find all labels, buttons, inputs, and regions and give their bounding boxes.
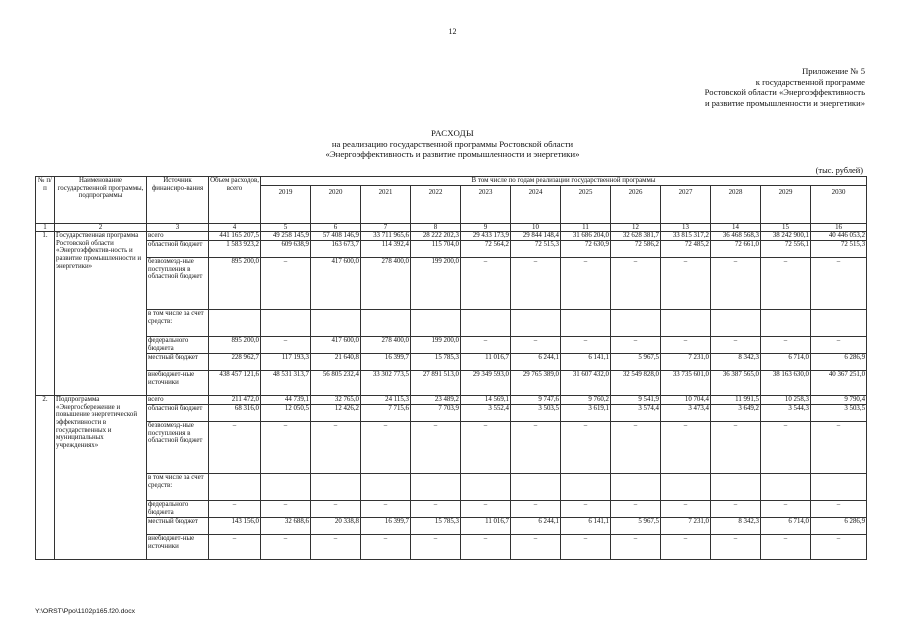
table-row [36,535,867,560]
year-value: 7 715,6 [361,405,411,422]
column-number-row [36,223,867,232]
year-value: 3 619,1 [561,405,611,422]
appendix-line: и развитие промышленности и энергетики» [704,97,865,108]
document-title [0,128,905,160]
year-value: 33 735 601,0 [661,371,711,396]
year-value: – [561,501,611,518]
year-value: 8 342,3 [711,354,761,371]
year-value: – [411,535,461,560]
column-number: 8 [411,223,461,232]
year-value [511,474,561,501]
year-value: – [761,501,811,518]
column-number: 11 [561,223,611,232]
year-value: 16 399,7 [361,354,411,371]
year-value: 29 844 148,4 [511,232,561,241]
total-value [209,310,261,337]
year-value: – [711,501,761,518]
header-year: 2023 [461,185,511,223]
year-value: 114 392,4 [361,241,411,258]
year-value: 72 515,3 [511,241,561,258]
year-value [311,310,361,337]
year-value: 32 765,0 [311,396,361,405]
expenses-table [35,176,867,560]
column-number: 14 [711,223,761,232]
year-value: 11 016,7 [461,354,511,371]
year-value: 32 628 381,7 [611,232,661,241]
year-value: 9 790,4 [811,396,867,405]
year-value: 8 342,3 [711,518,761,535]
year-value: 33 302 773,5 [361,371,411,396]
year-value: 3 649,2 [711,405,761,422]
year-value: – [811,337,867,354]
table-row [36,422,867,474]
year-value: – [261,501,311,518]
year-value: – [611,422,661,474]
footer-path: Y:\ORST\Ppo\1102p165.f20.docx [35,608,136,615]
year-value: – [311,501,361,518]
year-value [761,310,811,337]
year-value: 72 630,9 [561,241,611,258]
year-value: – [511,501,561,518]
year-value: 31 607 432,0 [561,371,611,396]
year-value: – [661,337,711,354]
header-num: № п/п [36,177,55,224]
column-number: 6 [311,223,361,232]
column-number: 9 [461,223,511,232]
row-number: 1. [36,232,55,396]
total-value: 143 156,0 [209,518,261,535]
year-value: 5 967,5 [611,518,661,535]
total-value: 211 472,0 [209,396,261,405]
year-value: 9 747,6 [511,396,561,405]
year-value: 32 688,6 [261,518,311,535]
year-value: – [511,337,561,354]
total-value: 441 165 207,5 [209,232,261,241]
table-row [36,474,867,501]
year-value: 20 338,8 [311,518,361,535]
year-value: 29 433 173,9 [461,232,511,241]
table-row [36,241,867,258]
header-source: Источник финансиро-вания [147,177,209,224]
year-value [611,474,661,501]
year-value: 12 050,5 [261,405,311,422]
year-value: – [711,258,761,310]
year-value: 29 765 389,0 [511,371,561,396]
year-value: – [561,258,611,310]
year-value [461,474,511,501]
column-number: 5 [261,223,311,232]
header-years-caption: В том числе по годам реализации государственной программы [261,177,867,186]
year-value: 14 569,1 [461,396,511,405]
year-value: 40 446 053,2 [811,232,867,241]
total-value: 895 200,0 [209,258,261,310]
table-row [36,354,867,371]
table-row [36,405,867,422]
year-value: – [311,422,361,474]
year-value: – [661,258,711,310]
program-name: Подпрограмма «Энергосбережение и повышение энергетической эффективности в государственных и муниципальных учреждениях» [55,396,147,560]
year-value: 278 400,0 [361,337,411,354]
year-value: 9 541,9 [611,396,661,405]
appendix-block [605,66,865,108]
year-value: – [761,422,811,474]
year-value: – [361,501,411,518]
year-value: 163 673,7 [311,241,361,258]
year-value: – [511,258,561,310]
year-value: 7 703,9 [411,405,461,422]
year-value: – [661,422,711,474]
table-row [36,518,867,535]
funding-source: федерального бюджета [147,337,209,354]
table-row [36,232,867,241]
header-year: 2027 [661,185,711,223]
year-value: 12 426,2 [311,405,361,422]
year-value [561,310,611,337]
appendix-line: Приложение № 5 [802,66,865,76]
year-value: 609 638,9 [261,241,311,258]
year-value: – [611,501,661,518]
year-value: – [561,535,611,560]
total-value: 68 316,0 [209,405,261,422]
header-year: 2021 [361,185,411,223]
funding-source: всего [147,396,209,405]
program-name: Государственная программа Ростовской области «Энергоэффектив-ность и развитие промышленности и энергетики» [55,232,147,396]
year-value: – [761,535,811,560]
column-number: 12 [611,223,661,232]
year-value: 6 286,9 [811,354,867,371]
year-value: – [761,258,811,310]
year-value: – [811,422,867,474]
funding-source: в том числе за счет средств: [147,310,209,337]
year-value: 11 016,7 [461,518,511,535]
year-value [311,474,361,501]
year-value [661,310,711,337]
year-value [411,474,461,501]
year-value: 6 714,0 [761,354,811,371]
year-value: – [411,501,461,518]
year-value: – [511,535,561,560]
table-row [36,310,867,337]
units-label: (тыс. рублей) [815,166,863,175]
year-value: – [361,422,411,474]
header-year: 2024 [511,185,561,223]
year-value: 38 163 630,0 [761,371,811,396]
funding-source: внебюджет-ные источники [147,535,209,560]
year-value: – [561,337,611,354]
year-value: 38 242 900,1 [761,232,811,241]
year-value: – [511,422,561,474]
year-value: 28 222 202,3 [411,232,461,241]
year-value: 24 115,3 [361,396,411,405]
year-value: – [561,422,611,474]
year-value: 49 258 145,9 [261,232,311,241]
year-value: – [411,422,461,474]
header-year: 2020 [311,185,361,223]
year-value: 6 286,9 [811,518,867,535]
year-value: 57 408 146,9 [311,232,361,241]
year-value: 6 714,0 [761,518,811,535]
column-number: 13 [661,223,711,232]
year-value: 3 574,4 [611,405,661,422]
header-year: 2030 [811,185,867,223]
header-total: Объем расходов, всего [209,177,261,224]
year-value: – [611,535,661,560]
year-value: 36 387 565,0 [711,371,761,396]
year-value: 72 556,1 [761,241,811,258]
total-value [209,474,261,501]
year-value [411,310,461,337]
row-number: 2. [36,396,55,560]
year-value: 44 739,1 [261,396,311,405]
total-value: – [209,501,261,518]
year-value: – [261,258,311,310]
total-value: – [209,535,261,560]
total-value: – [209,422,261,474]
year-value: 3 503,5 [811,405,867,422]
year-value: 31 686 204,0 [561,232,611,241]
year-value: 6 244,1 [511,354,561,371]
total-value: 438 457 121,6 [209,371,261,396]
header-year: 2019 [261,185,311,223]
year-value: – [311,535,361,560]
funding-source: областной бюджет [147,241,209,258]
year-value: – [461,422,511,474]
header-year: 2028 [711,185,761,223]
column-number: 10 [511,223,561,232]
funding-source: безвозмезд-ные поступления в областной бюджет [147,422,209,474]
year-value: – [811,258,867,310]
funding-source: местный бюджет [147,354,209,371]
column-number: 2 [55,223,147,232]
year-value [561,474,611,501]
year-value: 3 473,4 [661,405,711,422]
year-value: 117 193,3 [261,354,311,371]
column-number: 7 [361,223,411,232]
funding-source: всего [147,232,209,241]
year-value: 278 400,0 [361,258,411,310]
year-value: 115 704,0 [411,241,461,258]
year-value: – [261,337,311,354]
funding-source: безвозмезд-ные поступления в областной бюджет [147,258,209,310]
year-value: 29 349 593,0 [461,371,511,396]
year-value [261,474,311,501]
year-value: – [461,258,511,310]
year-value: – [611,258,661,310]
year-value: – [711,535,761,560]
appendix-line: Ростовской области «Энергоэффективность [704,87,865,98]
title-line: РАСХОДЫ [431,128,474,138]
year-value [611,310,661,337]
column-number: 15 [761,223,811,232]
year-value: 32 549 828,0 [611,371,661,396]
header-year: 2022 [411,185,461,223]
year-value: 417 600,0 [311,258,361,310]
year-value: – [461,535,511,560]
table-row [36,396,867,405]
year-value: 3 552,4 [461,405,511,422]
year-value: – [811,535,867,560]
table-row [36,258,867,310]
year-value: 33 711 965,6 [361,232,411,241]
column-number: 1 [36,223,55,232]
column-number: 3 [147,223,209,232]
year-value: 3 503,5 [511,405,561,422]
funding-source: местный бюджет [147,518,209,535]
funding-source: в том числе за счет средств: [147,474,209,501]
year-value: 10 704,4 [661,396,711,405]
year-value [711,310,761,337]
year-value: 23 489,2 [411,396,461,405]
year-value [461,310,511,337]
year-value: 11 991,5 [711,396,761,405]
table-body [36,232,867,560]
year-value: – [661,535,711,560]
column-number: 4 [209,223,261,232]
appendix-line: к государственной программе [755,76,865,87]
year-value: 72 661,0 [711,241,761,258]
total-value: 1 583 923,2 [209,241,261,258]
year-value: 56 805 232,4 [311,371,361,396]
year-value: – [711,422,761,474]
year-value [661,474,711,501]
year-value: 7 231,0 [661,354,711,371]
year-value: – [461,337,511,354]
table-row [36,501,867,518]
total-value: 228 962,7 [209,354,261,371]
year-value: 199 200,0 [411,258,461,310]
header-name: Наименование государственной программы, подпрограммы [55,177,147,224]
title-line: на реализацию государственной программы Ростовской области [331,138,574,149]
year-value [811,310,867,337]
year-value [361,474,411,501]
table-row [36,337,867,354]
year-value: 72 586,2 [611,241,661,258]
year-value: – [661,501,711,518]
year-value: 6 244,1 [511,518,561,535]
year-value: – [461,501,511,518]
column-number: 16 [811,223,867,232]
year-value: 417 600,0 [311,337,361,354]
year-value: – [261,535,311,560]
year-value [811,474,867,501]
funding-source: федерального бюджета [147,501,209,518]
year-value: 27 891 513,0 [411,371,461,396]
year-value [261,310,311,337]
year-value: 199 200,0 [411,337,461,354]
year-value: 15 785,3 [411,518,461,535]
year-value: 6 141,1 [561,354,611,371]
year-value: 33 815 317,2 [661,232,711,241]
year-value: – [611,337,661,354]
year-value: 7 231,0 [661,518,711,535]
year-value: – [261,422,311,474]
page-number: 12 [448,27,457,36]
table-row [36,371,867,396]
header-year: 2029 [761,185,811,223]
year-value: 15 785,3 [411,354,461,371]
year-value: 36 468 568,3 [711,232,761,241]
header-year: 2025 [561,185,611,223]
year-value: 10 258,3 [761,396,811,405]
funding-source: областной бюджет [147,405,209,422]
header-year: 2026 [611,185,661,223]
year-value: – [811,501,867,518]
year-value [361,310,411,337]
total-value: 895 200,0 [209,337,261,354]
year-value: 72 564,2 [461,241,511,258]
year-value: – [761,337,811,354]
year-value: – [361,535,411,560]
year-value: 6 141,1 [561,518,611,535]
year-value: 40 367 251,0 [811,371,867,396]
year-value: 72 515,3 [811,241,867,258]
year-value: 9 760,2 [561,396,611,405]
year-value [761,474,811,501]
year-value: 21 640,8 [311,354,361,371]
year-value: 5 967,5 [611,354,661,371]
year-value: 3 544,3 [761,405,811,422]
title-line: «Энергоэффективность и развитие промышленности и энергетики» [325,149,580,159]
year-value [511,310,561,337]
year-value: 48 531 313,7 [261,371,311,396]
year-value [711,474,761,501]
year-value: 72 485,2 [661,241,711,258]
year-value: 16 399,7 [361,518,411,535]
funding-source: внебюджет-ные источники [147,371,209,396]
year-value: – [711,337,761,354]
